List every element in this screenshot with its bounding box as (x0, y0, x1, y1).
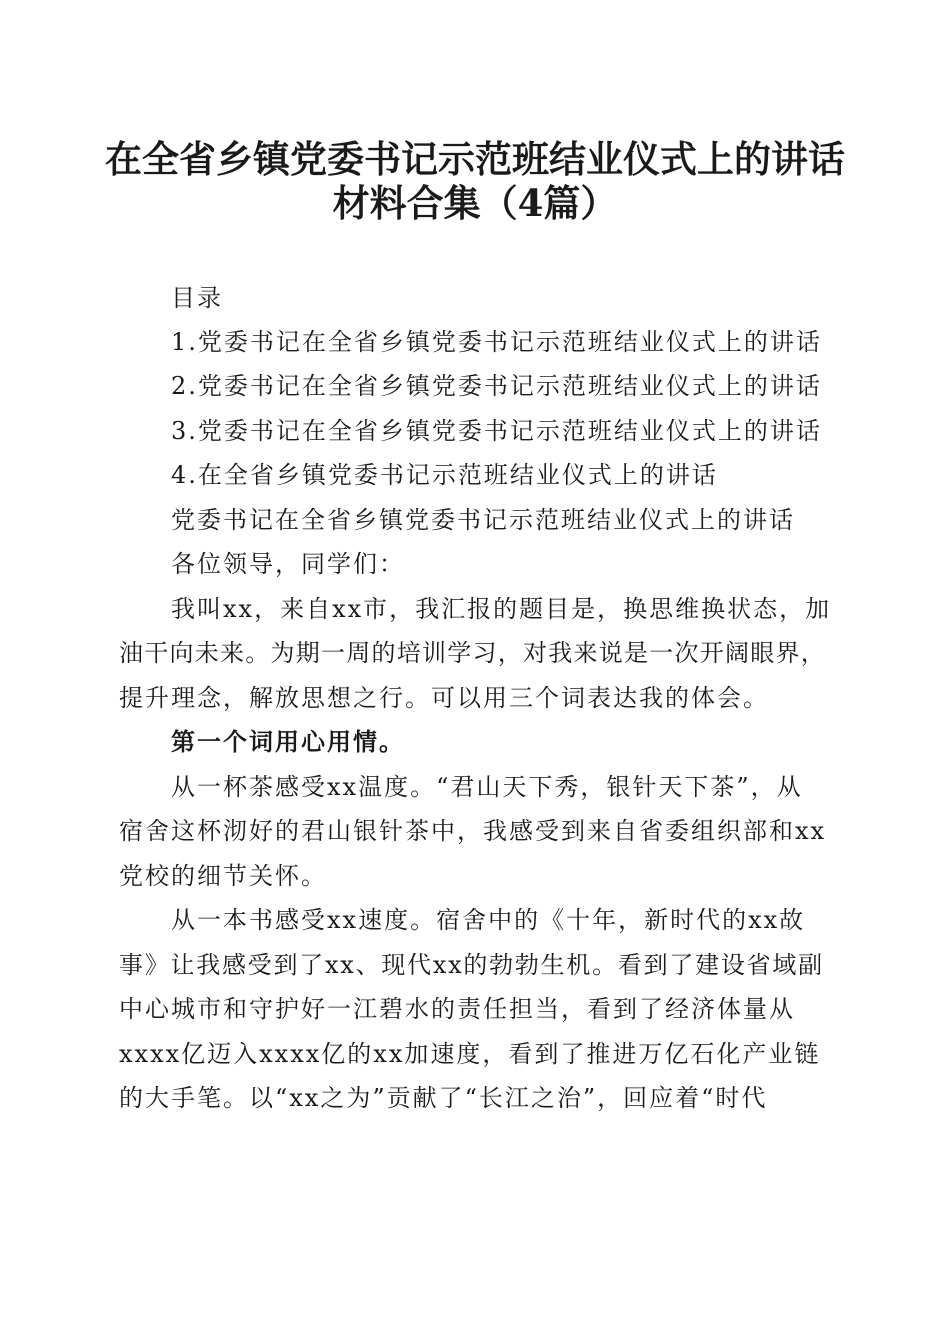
toc-heading: 目录 (171, 284, 223, 312)
paragraph-3-line-3: 中心城市和守护好一江碧水的责任担当，看到了经济体量从 (119, 995, 795, 1023)
speech-title: 党委书记在全省乡镇党委书记示范班结业仪式上的讲话 (171, 506, 795, 534)
document-title-line-1: 在全省乡镇党委书记示范班结业仪式上的讲话 (105, 137, 845, 181)
salutation: 各位领导，同学们： (171, 550, 405, 578)
paragraph-3-line-2: 事》让我感受到了xx、现代xx的勃勃生机。看到了建设省域副 (119, 951, 824, 979)
document-title-line-2: 材料合集（4篇） (332, 181, 618, 225)
paragraph-1-line-2: 油干向未来。为期一周的培训学习，对我来说是一次开阔眼界， (119, 639, 826, 667)
paragraph-3-line-5: 的大手笔。以“xx之为”贡献了“长江之治”，回应着“时代 (119, 1084, 768, 1112)
toc-item-4: 4.在全省乡镇党委书记示范班结业仪式上的讲话 (171, 461, 718, 489)
paragraph-2-line-3: 党校的细节关怀。 (119, 862, 327, 890)
section-heading-1: 第一个词用心用情。 (171, 727, 405, 756)
toc-item-3: 3.党委书记在全省乡镇党委书记示范班结业仪式上的讲话 (171, 417, 822, 445)
paragraph-1-line-3: 提升理念，解放思想之行。可以用三个词表达我的体会。 (119, 684, 769, 712)
toc-item-1: 1.党委书记在全省乡镇党委书记示范班结业仪式上的讲话 (171, 328, 822, 356)
paragraph-2-line-1: 从一杯茶感受xx温度。“君山天下秀，银针天下茶”，从 (171, 773, 803, 801)
paragraph-2-line-2: 宿舍这杯沏好的君山银针茶中，我感受到来自省委组织部和xx (119, 817, 827, 845)
paragraph-1-line-1: 我叫xx，来自xx市，我汇报的题目是，换思维换状态，加 (171, 595, 832, 623)
toc-item-2: 2.党委书记在全省乡镇党委书记示范班结业仪式上的讲话 (171, 372, 822, 400)
paragraph-3-line-4: xxxx亿迈入xxxx亿的xx加速度，看到了推进万亿石化产业链 (119, 1040, 821, 1068)
paragraph-3-line-1: 从一本书感受xx速度。宿舍中的《十年，新时代的xx故 (171, 906, 806, 934)
